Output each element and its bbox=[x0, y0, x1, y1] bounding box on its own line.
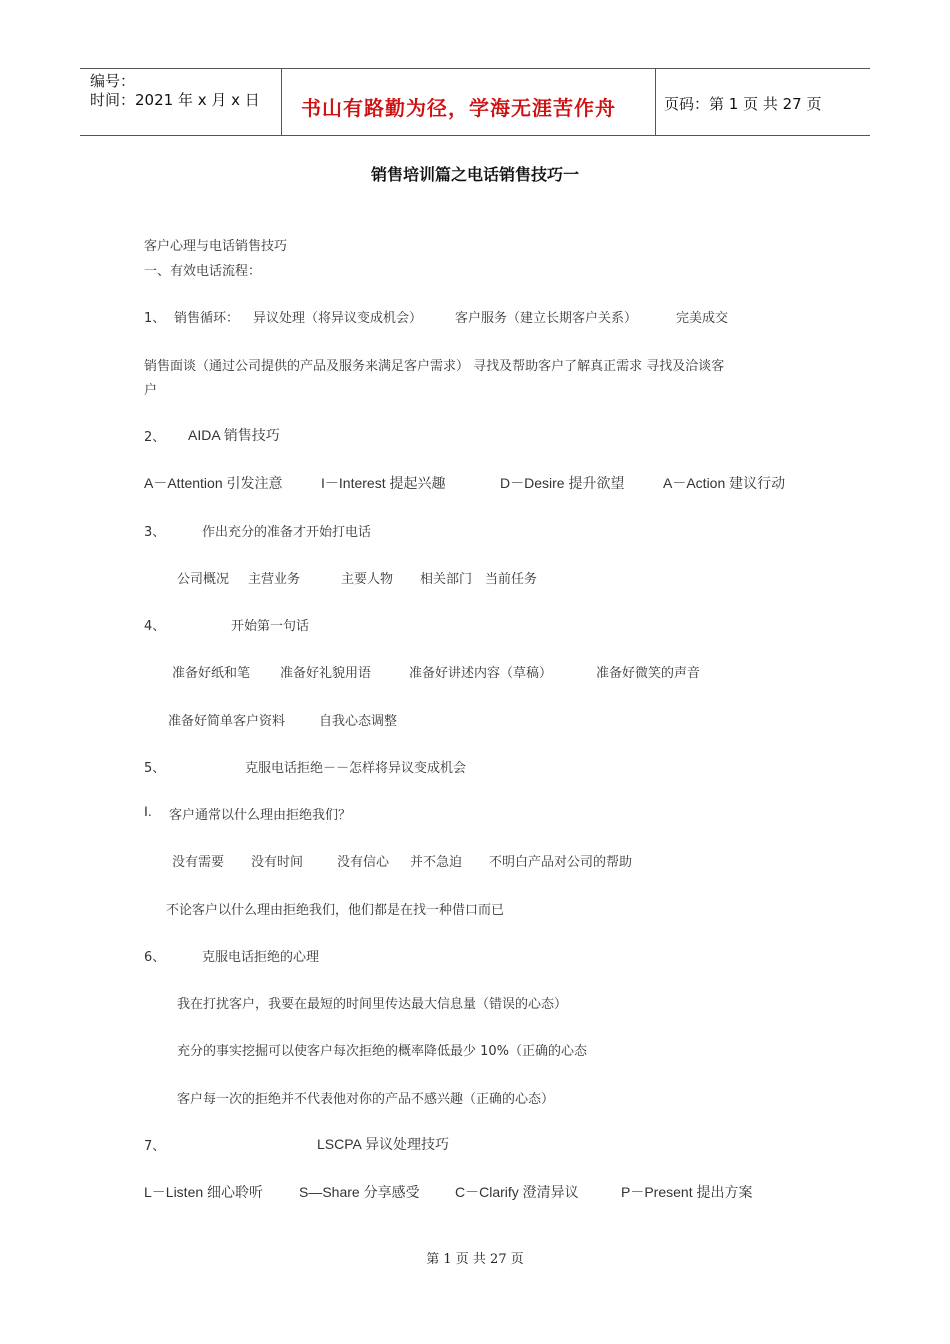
section-4-heading: 开始第一句话 bbox=[231, 619, 310, 634]
lscpa-item: S—Share 分享感受 bbox=[299, 1184, 420, 1200]
section-3-item: 当前任务 bbox=[485, 572, 538, 587]
header-divider-2 bbox=[655, 68, 656, 136]
lscpa-item: P－Present 提出方案 bbox=[621, 1184, 753, 1200]
section-3-item: 公司概况 bbox=[177, 572, 230, 587]
section-heading: 一、有效电话流程： bbox=[144, 264, 262, 279]
section-5-conclusion: 不论客户以什么理由拒绝我们，他们都是在找一种借口而已 bbox=[166, 903, 505, 918]
section-6-number: 6、 bbox=[144, 950, 166, 965]
section-1-number: 1、 bbox=[144, 311, 166, 326]
section-4-number: 4、 bbox=[144, 619, 166, 634]
section-6-line: 充分的事实挖掘可以使客户每次拒绝的概率降低最少 10%（正确的心态 bbox=[177, 1044, 588, 1059]
reason-item: 并不急迫 bbox=[410, 855, 463, 870]
section-4-item: 准备好纸和笔 bbox=[172, 666, 251, 681]
section-4-item: 准备好礼貌用语 bbox=[280, 666, 372, 681]
question-text: 客户通常以什么理由拒绝我们？ bbox=[169, 808, 352, 823]
section-3-item: 主要人物 bbox=[341, 572, 394, 587]
header-top-border bbox=[80, 68, 870, 69]
section-1-item: 客户服务（建立长期客户关系） bbox=[455, 311, 638, 326]
section-3-heading: 作出充分的准备才开始打电话 bbox=[202, 525, 372, 540]
section-2-heading: AIDA 销售技巧 bbox=[188, 427, 280, 443]
section-7-heading: LSCPA 异议处理技巧 bbox=[317, 1136, 449, 1152]
section-5-heading: 克服电话拒绝－－怎样将异议变成机会 bbox=[245, 761, 467, 776]
intro-line: 客户心理与电话销售技巧 bbox=[144, 239, 288, 254]
section-4-item: 自我心态调整 bbox=[319, 714, 398, 729]
header-bottom-border bbox=[80, 135, 870, 136]
section-6-heading: 克服电话拒绝的心理 bbox=[202, 950, 320, 965]
reason-item: 没有需要 bbox=[172, 855, 225, 870]
section-4-item: 准备好简单客户资料 bbox=[168, 714, 286, 729]
section-1-item: 完美成交 bbox=[676, 311, 729, 326]
section-1-line2-wrap: 户 bbox=[144, 383, 158, 398]
section-3-item: 相关部门 bbox=[420, 572, 473, 587]
lscpa-item: C－Clarify 澄清异议 bbox=[455, 1184, 579, 1200]
section-6-line: 我在打扰客户，我要在最短的时间里传达最大信息量（错误的心态） bbox=[177, 997, 568, 1012]
section-3-number: 3、 bbox=[144, 525, 166, 540]
section-2-number: 2、 bbox=[144, 430, 166, 445]
aida-item: I－Interest 提起兴趣 bbox=[321, 475, 446, 491]
aida-item: A－Attention 引发注意 bbox=[144, 475, 283, 491]
question-number: I. bbox=[144, 803, 152, 819]
aida-item: A－Action 建议行动 bbox=[663, 475, 786, 491]
lscpa-item: L－Listen 细心聆听 bbox=[144, 1184, 264, 1200]
header-divider-1 bbox=[281, 68, 282, 136]
header-page-label: 页码：第 1 页 共 27 页 bbox=[664, 95, 822, 113]
page-title: 销售培训篇之电话销售技巧一 bbox=[370, 165, 579, 184]
section-1-item: 异议处理（将异议变成机会） bbox=[253, 311, 423, 326]
document-time-label: 时间：2021 年 x 月 x 日 bbox=[90, 91, 260, 109]
section-3-item: 主营业务 bbox=[248, 572, 301, 587]
section-1-line2: 销售面谈（通过公司提供的产品及服务来满足客户需求） 寻找及帮助客户了解真正需求 寻找及洽谈客 bbox=[144, 359, 725, 374]
reason-item: 不明白产品对公司的帮助 bbox=[489, 855, 633, 870]
section-1-label: 销售循环： bbox=[174, 311, 240, 326]
aida-item: D－Desire 提升欲望 bbox=[500, 475, 625, 491]
document-number-label: 编号： bbox=[90, 72, 136, 90]
reason-item: 没有信心 bbox=[337, 855, 390, 870]
section-6-line: 客户每一次的拒绝并不代表他对你的产品不感兴趣（正确的心态） bbox=[177, 1092, 555, 1107]
page-footer: 第 1 页 共 27 页 bbox=[426, 1252, 524, 1267]
section-5-number: 5、 bbox=[144, 761, 166, 776]
section-7-number: 7、 bbox=[144, 1139, 166, 1154]
header-motto: 书山有路勤为径，学海无涯苦作舟 bbox=[301, 96, 616, 120]
section-4-item: 准备好讲述内容（草稿） bbox=[409, 666, 553, 681]
reason-item: 没有时间 bbox=[251, 855, 304, 870]
section-4-item: 准备好微笑的声音 bbox=[596, 666, 701, 681]
